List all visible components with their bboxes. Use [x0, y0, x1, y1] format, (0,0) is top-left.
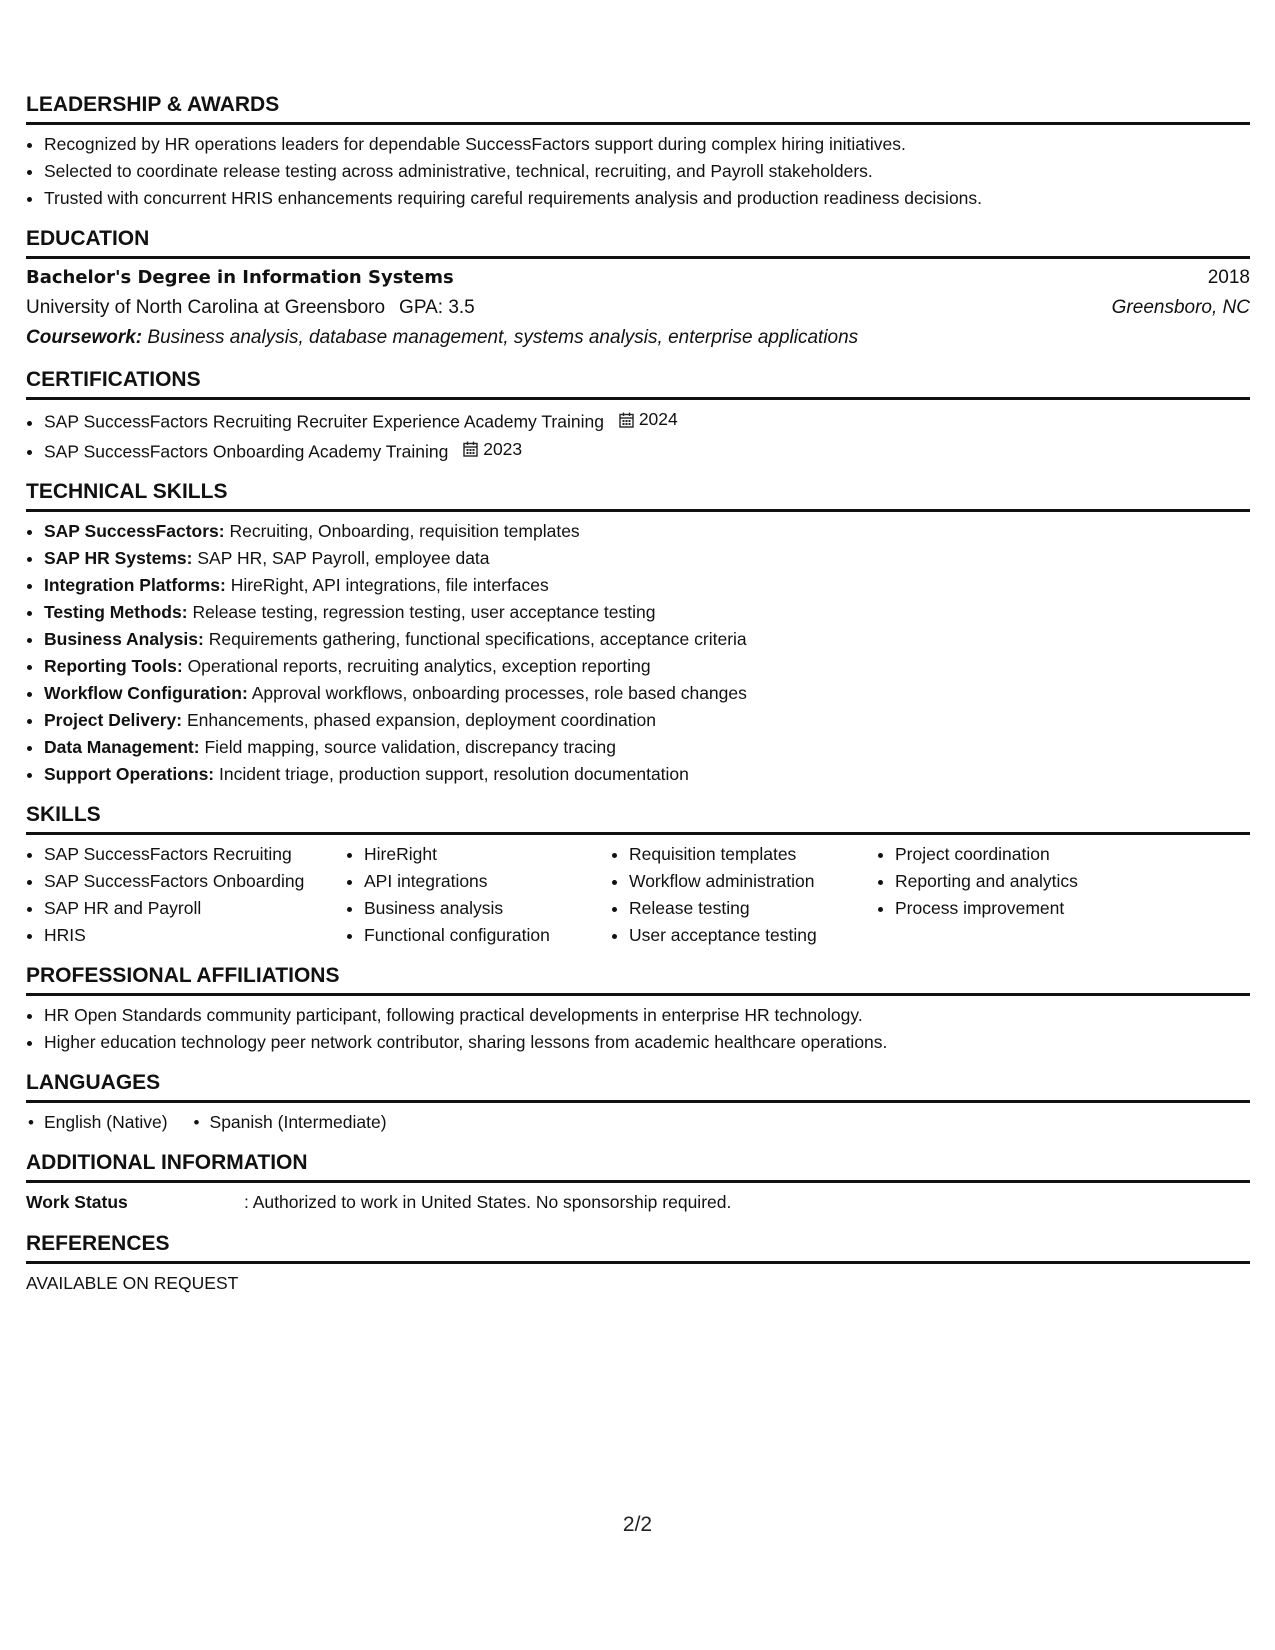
school-location: Greensboro, NC: [1111, 297, 1250, 318]
section-skills: [26, 802, 1250, 949]
certifications-list: [26, 406, 1250, 465]
section-title: CERTIFICATIONS: [26, 367, 1250, 400]
work-status-value: : Authorized to work in United States. No sponsorship required.: [244, 1192, 732, 1212]
skill-label: Testing Methods:: [44, 602, 188, 622]
skill-item: • SAP SuccessFactors Recruiting: [44, 841, 346, 868]
languages-list: [26, 1109, 1250, 1136]
section-leadership: [26, 92, 1250, 212]
section-title: ADDITIONAL INFORMATION: [26, 1150, 1250, 1183]
skill-label: Support Operations:: [44, 764, 215, 784]
skill-label: Reporting Tools:: [44, 656, 183, 676]
section-affiliations: [26, 963, 1250, 1056]
skill-item: • HireRight: [364, 841, 611, 868]
skill-label: Business Analysis:: [44, 629, 204, 649]
section-title: LEADERSHIP & AWARDS: [26, 92, 1250, 125]
leadership-list: [26, 131, 1250, 212]
section-education: [26, 226, 1250, 353]
section-title: LANGUAGES: [26, 1070, 1250, 1103]
language-item: • Spanish (Intermediate): [192, 1109, 387, 1136]
skills-grid: [26, 841, 1250, 949]
page-number: 2/2: [622, 1513, 653, 1536]
list-item: • Selected to coordinate release testing across administrative, technical, recruiting, and Payroll stakeholders.: [44, 158, 1250, 185]
certification-year: 2023: [483, 438, 523, 459]
skill-item: • Functional configuration: [364, 922, 611, 949]
skill-item: • Process improvement: [895, 895, 1155, 922]
graduation-year: 2018: [1207, 267, 1250, 288]
list-item: • Recognized by HR operations leaders for dependable SuccessFactors support during complex hiring initiatives.: [44, 131, 1250, 158]
certification-year: 2024: [638, 409, 678, 429]
skill-text: Operational reports, recruiting analytics, exception reporting: [187, 656, 651, 676]
list-item: [44, 518, 1250, 545]
section-title: REFERENCES: [26, 1231, 1250, 1264]
skill-text: Enhancements, phased expansion, deployment coordination: [187, 710, 656, 730]
certification-name: SAP SuccessFactors Recruiting Recruiter Experience Academy Training: [44, 411, 604, 432]
coursework: [26, 323, 1250, 353]
section-title: SKILLS: [26, 802, 1250, 835]
skill-text: Release testing, regression testing, user acceptance testing: [192, 602, 656, 622]
section-additional-information: [26, 1150, 1250, 1217]
list-item: [44, 680, 1250, 707]
skill-text: Approval workflows, onboarding processes, role based changes: [251, 683, 747, 703]
skill-text: Field mapping, source validation, discrepancy tracing: [204, 737, 616, 757]
skill-item: • User acceptance testing: [629, 922, 877, 949]
skills-column: [877, 841, 1155, 949]
skill-item: • Business analysis: [364, 895, 611, 922]
coursework-text: Business analysis, database management, systems analysis, enterprise applications: [147, 327, 859, 348]
skill-item: • Requisition templates: [629, 841, 877, 868]
coursework-label: Coursework:: [26, 327, 143, 348]
list-item: • Higher education technology peer network contributor, sharing lessons from academic healthcare operations.: [44, 1029, 1250, 1056]
list-item: • HR Open Standards community participant, following practical developments in enterprise HR technology.: [44, 1002, 1250, 1029]
skill-text: HireRight, API integrations, file interfaces: [230, 575, 549, 595]
skills-column: [346, 841, 611, 949]
section-title: PROFESSIONAL AFFILIATIONS: [26, 963, 1250, 996]
skill-label: SAP HR Systems:: [44, 548, 193, 568]
skill-label: Workflow Configuration:: [44, 683, 248, 703]
skill-label: Integration Platforms:: [44, 575, 226, 595]
skill-item: • Workflow administration: [629, 868, 877, 895]
technical-skills-list: [26, 518, 1250, 788]
skills-column: [26, 841, 346, 949]
section-certifications: [26, 367, 1250, 465]
skill-item: • SAP HR and Payroll: [44, 895, 346, 922]
skill-label: Project Delivery:: [44, 710, 183, 730]
list-item: [44, 734, 1250, 761]
section-languages: [26, 1070, 1250, 1136]
degree-title: Bachelor's Degree in Information Systems: [26, 267, 454, 288]
calendar-icon: [619, 412, 634, 428]
list-item: [44, 545, 1250, 572]
skill-item: • Project coordination: [895, 841, 1155, 868]
affiliations-list: [26, 1002, 1250, 1056]
skill-item: • API integrations: [364, 868, 611, 895]
references-text: AVAILABLE ON REQUEST: [26, 1273, 239, 1293]
resume-page: [26, 92, 1250, 1312]
certification-name: SAP SuccessFactors Onboarding Academy Training: [44, 441, 449, 461]
list-item: [44, 653, 1250, 680]
skill-text: Recruiting, Onboarding, requisition templates: [229, 521, 580, 541]
list-item: • Trusted with concurrent HRIS enhancements requiring careful requirements analysis and production readiness decisions.: [44, 185, 1250, 212]
section-title: TECHNICAL SKILLS: [26, 479, 1250, 512]
certification-item: [44, 436, 1250, 466]
skills-column: [611, 841, 877, 949]
section-references: [26, 1231, 1250, 1298]
list-item: [44, 599, 1250, 626]
skill-text: SAP HR, SAP Payroll, employee data: [197, 548, 490, 568]
section-title: EDUCATION: [26, 226, 1250, 259]
skill-item: • HRIS: [44, 922, 346, 949]
list-item: [44, 572, 1250, 599]
language-item: • English (Native): [26, 1109, 168, 1136]
skill-text: Requirements gathering, functional specifications, acceptance criteria: [208, 629, 747, 649]
section-technical-skills: [26, 479, 1250, 788]
certification-item: [44, 406, 1250, 436]
skill-item: • SAP SuccessFactors Onboarding: [44, 868, 346, 895]
calendar-icon: [463, 441, 478, 457]
skill-item: • Release testing: [629, 895, 877, 922]
work-status-label: Work Status: [26, 1192, 128, 1212]
school-name: University of North Carolina at Greensboro: [26, 297, 386, 318]
list-item: [44, 707, 1250, 734]
skill-item: • Reporting and analytics: [895, 868, 1155, 895]
skill-label: SAP SuccessFactors:: [44, 521, 225, 541]
list-item: [44, 626, 1250, 653]
skill-text: Incident triage, production support, resolution documentation: [219, 764, 689, 784]
skill-label: Data Management:: [44, 737, 200, 757]
gpa: GPA: 3.5: [399, 297, 475, 318]
list-item: [44, 761, 1250, 788]
